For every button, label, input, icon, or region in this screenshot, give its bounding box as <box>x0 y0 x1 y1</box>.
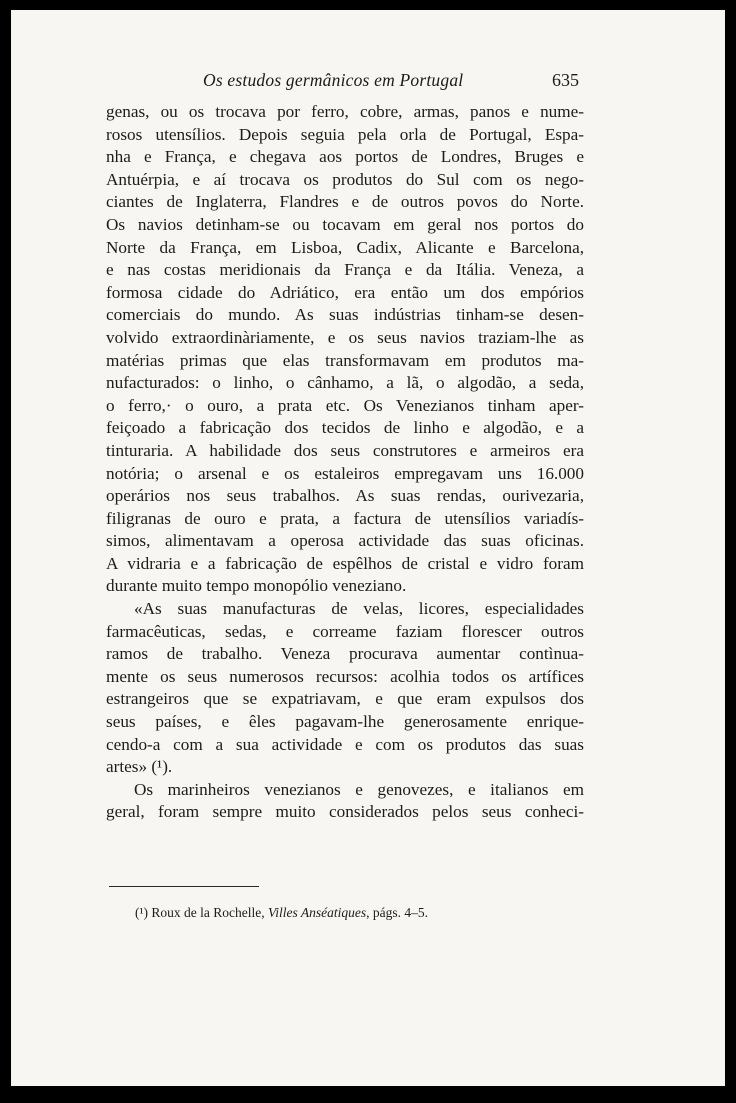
body-text <box>106 101 584 824</box>
text-line: comerciais do mundo. As suas indústrias tinham-se desen- <box>106 305 584 325</box>
footnote-author: Roux de la Rochelle, <box>151 905 265 920</box>
text-line: matérias primas que elas transformavam em produtos ma- <box>106 350 584 370</box>
text-line: nufacturados: o linho, o cânhamo, a lã, o algodão, a seda, <box>106 373 584 393</box>
text-line: filigranas de ouro e prata, a factura de utensílios variadís- <box>106 508 584 528</box>
text-line: durante muito tempo monopólio veneziano. <box>106 576 407 596</box>
running-title: Os estudos germânicos em Portugal <box>203 70 464 90</box>
paragraph <box>106 779 584 824</box>
footnote <box>135 905 428 921</box>
text-line: ramos de trabalho. Veneza procurava aumentar contìnua- <box>106 644 584 664</box>
text-line: mente os seus numerosos recursos: acolhia todos os artífices <box>106 666 584 686</box>
footnote-title: Villes Anséatiques <box>268 905 367 920</box>
text-line: Os navios detinham-se ou tocavam em geral nos portos do <box>106 214 584 234</box>
book-page <box>11 10 725 1086</box>
page-number: 635 <box>552 70 579 90</box>
text-line: Antuérpia, e aí trocava os produtos do Sul com os nego- <box>106 169 584 189</box>
text-line: notória; o arsenal e os estaleiros empregavam uns 16.000 <box>106 463 584 483</box>
text-line: e nas costas meridionais da França e da Itália. Veneza, a <box>106 260 584 280</box>
text-line: rosos utensílios. Depois seguia pela orla de Portugal, Espa- <box>106 124 584 144</box>
text-line: Norte da França, em Lisboa, Cadix, Alicante e Barcelona, <box>106 237 584 257</box>
text-line: artes» (¹). <box>106 757 173 777</box>
paragraph <box>106 598 584 779</box>
text-line: «As suas manufacturas de velas, licores, especialidades <box>134 599 584 619</box>
text-line: seus países, e êles pagavam-lhe generosamente enrique- <box>106 712 584 732</box>
text-line: simos, alimentavam a operosa actividade das suas oficinas. <box>106 531 584 551</box>
footnote-separator <box>109 886 259 887</box>
text-line: ciantes de Inglaterra, Flandres e de outros povos do Norte. <box>106 192 584 212</box>
text-line: Os marinheiros venezianos e genovezes, e italianos em <box>134 779 584 799</box>
text-line: formosa cidade do Adriático, era então um dos empórios <box>106 282 584 302</box>
text-line: tinturaria. A habilidade dos seus construtores e armeiros era <box>106 440 584 460</box>
text-line: feiçoado a fabricação dos tecidos de linho e algodão, e a <box>106 418 584 438</box>
text-line: nha e França, e chegava aos portos de Londres, Bruges e <box>106 147 584 167</box>
text-line: cendo-a com a sua actividade e com os produtos das suas <box>106 734 584 754</box>
text-line: A vidraria e a fabricação de espêlhos de cristal e vidro foram <box>106 553 584 573</box>
text-line: o ferro,· o ouro, a prata etc. Os Venezianos tinham aper- <box>106 395 584 415</box>
text-line: operários nos seus trabalhos. As suas rendas, ourivezaria, <box>106 486 584 506</box>
footnote-pages: , págs. 4–5. <box>366 905 429 920</box>
text-line: estrangeiros que se expatriavam, e que eram expulsos dos <box>106 689 584 709</box>
text-line: genas, ou os trocava por ferro, cobre, armas, panos e nume- <box>106 102 584 121</box>
paragraph <box>106 101 584 598</box>
text-line: farmacêuticas, sedas, e correame faziam florescer outros <box>106 621 584 641</box>
text-line: volvido extraordinàriamente, e os seus navios traziam-lhe as <box>106 327 584 347</box>
footnote-marker: (¹) <box>135 905 149 920</box>
page-header <box>11 70 725 94</box>
text-line: geral, foram sempre muito considerados pelos seus conheci- <box>106 802 584 822</box>
